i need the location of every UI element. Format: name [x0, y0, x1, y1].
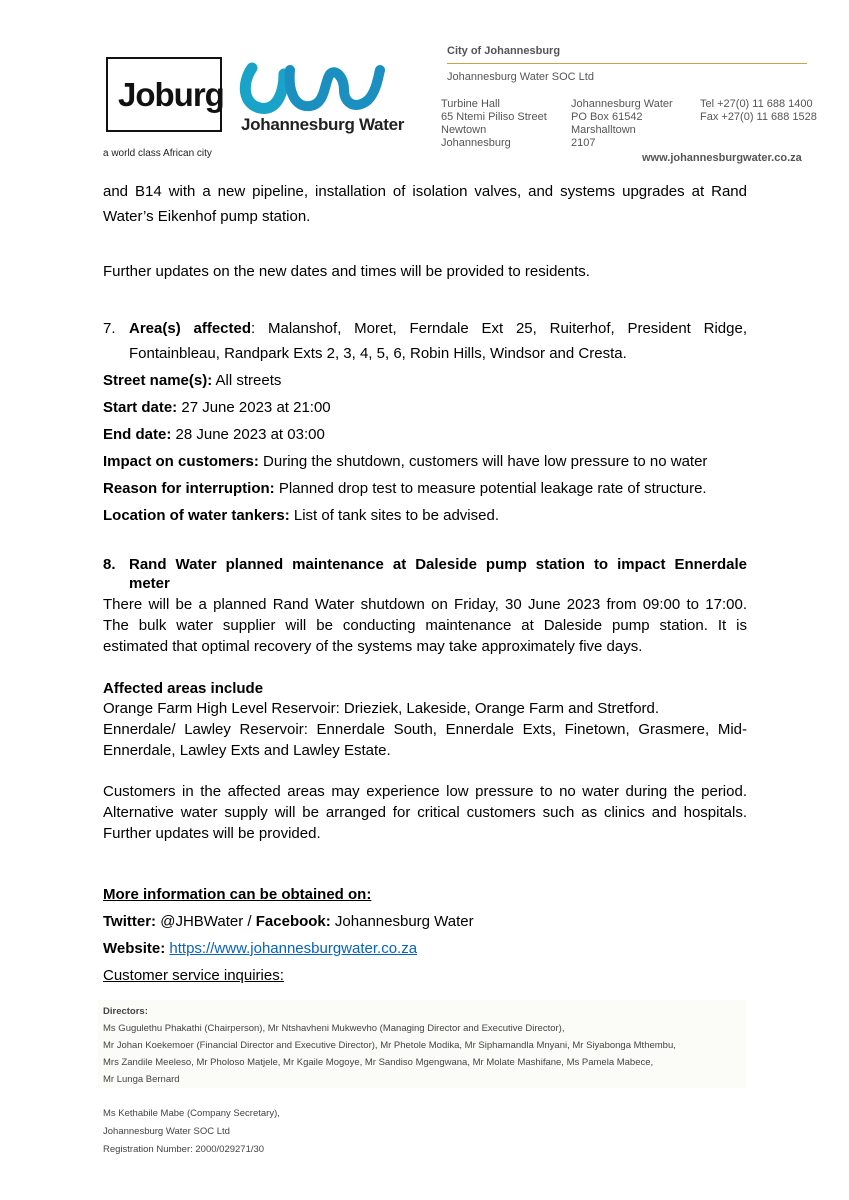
header-address-postal	[571, 98, 673, 150]
street-row	[103, 369, 747, 392]
website-link[interactable]: https://www.johannesburgwater.co.za	[169, 940, 418, 957]
johannesburg-water-logo-icon	[238, 60, 388, 116]
item-8-title-line-2: meter	[129, 575, 170, 592]
impact-row	[103, 450, 747, 473]
customers-line-2: Alternative water supply will be arranged for critical customers such as clinics and hospitals.	[103, 804, 747, 821]
intro-line-1: and B14 with a new pipeline, installation of isolation valves, and systems upgrades at Rand	[103, 183, 747, 200]
joburg-tagline: a world class African city	[103, 148, 212, 159]
social-row	[103, 910, 747, 933]
directors-line-2: Mr Johan Koekemoer (Financial Director and Executive Director), Mr Phetole Modika, Mr Siphamandla Mnyani, Mr Siyabonga Mthembu,	[103, 1040, 676, 1051]
header-city: City of Johannesburg	[447, 45, 561, 57]
reason-label: Reason for interruption:	[103, 480, 275, 497]
impact-label: Impact on customers:	[103, 453, 259, 470]
website-label: Website:	[103, 940, 166, 957]
registration-number: Registration Number: 2000/029271/30	[103, 1144, 265, 1155]
johannesburg-water-logo-text: Johannesburg Water	[241, 115, 405, 134]
address-line: Newtown	[441, 124, 487, 136]
address-line: 65 Ntemi Piliso Street	[441, 111, 547, 123]
header-company: Johannesburg Water SOC Ltd	[447, 71, 594, 83]
reason-row	[103, 477, 747, 500]
address-line: Johannesburg	[441, 137, 511, 149]
impact-value: During the shutdown, customers will have low pressure to no water	[258, 453, 708, 470]
twitter-handle[interactable]: @JHBWater /	[156, 913, 256, 930]
tankers-label: Location of water tankers:	[103, 507, 290, 524]
directors-line-4: Mr Lunga Bernard	[103, 1074, 180, 1085]
header-divider	[447, 63, 807, 64]
address-line: 2107	[571, 137, 596, 149]
item-8-para-line-1: There will be a planned Rand Water shutdown on Friday, 30 June 2023 from 09:00 to 17:00.	[103, 596, 747, 613]
tankers-row	[103, 504, 747, 527]
header-website: www.johannesburgwater.co.za	[642, 152, 802, 164]
end-label: End date:	[103, 426, 172, 443]
header-address-physical	[441, 98, 547, 150]
start-label: Start date:	[103, 399, 178, 416]
customers-line-3: Further updates will be provided.	[103, 825, 321, 842]
reason-value: Planned drop test to measure potential leakage rate of structure.	[274, 480, 707, 497]
footer-company: Johannesburg Water SOC Ltd	[103, 1126, 230, 1137]
tankers-value: List of tank sites to be advised.	[289, 507, 499, 524]
customers-line-1: Customers in the affected areas may experience low pressure to no water during the period.	[103, 783, 747, 800]
website-row	[103, 937, 747, 960]
start-row	[103, 396, 747, 419]
start-value: 27 June 2023 at 21:00	[177, 399, 331, 416]
street-label: Street name(s):	[103, 372, 213, 389]
twitter-label: Twitter:	[103, 913, 157, 930]
directors-line-1: Ms Gugulethu Phakathi (Chairperson), Mr Ntshavheni Mukwevho (Managing Director and Executive Director),	[103, 1023, 565, 1034]
address-line: PO Box 61542	[571, 111, 643, 123]
further-updates: Further updates on the new dates and times will be provided to residents.	[103, 263, 590, 280]
more-info-heading: More information can be obtained on:	[103, 886, 372, 903]
end-row	[103, 423, 747, 446]
street-value: All streets	[212, 372, 282, 389]
affected-line-2: Ennerdale/ Lawley Reservoir: Ennerdale South, Ennerdale Exts, Finetown, Grasmere, Mid-	[103, 721, 747, 738]
customer-service-heading: Customer service inquiries:	[103, 967, 284, 984]
item-7-area-line-1	[129, 317, 747, 340]
item-7-number: 7.	[103, 320, 116, 337]
affected-heading: Affected areas include	[103, 680, 264, 697]
item-7-area-line-2: Fontainbleau, Randpark Exts 2, 3, 4, 5, 6, Robin Hills, Windsor and Cresta.	[129, 345, 627, 362]
item-8-para-line-2: The bulk water supplier will be conducting maintenance at Daleside pump station. It is	[103, 617, 747, 634]
facebook-value[interactable]: Johannesburg Water	[330, 913, 474, 930]
affected-line-1: Orange Farm High Level Reservoir: Drieziek, Lakeside, Orange Farm and Stretford.	[103, 700, 660, 717]
header-contact	[700, 98, 817, 124]
area-label: Area(s) affected	[129, 320, 252, 337]
end-value: 28 June 2023 at 03:00	[171, 426, 325, 443]
intro-line-2: Water’s Eikenhof pump station.	[103, 208, 311, 225]
header-fax: Fax +27(0) 11 688 1528	[700, 111, 817, 123]
company-secretary: Ms Kethabile Mabe (Company Secretary),	[103, 1108, 280, 1119]
facebook-label: Facebook:	[255, 913, 331, 930]
directors-label: Directors:	[103, 1006, 148, 1017]
item-8-para-line-3: estimated that optimal recovery of the systems may take approximately five days.	[103, 638, 643, 655]
header-tel: Tel +27(0) 11 688 1400	[700, 98, 813, 110]
address-line: Johannesburg Water	[571, 98, 673, 110]
area-value: : Malanshof, Moret, Ferndale Ext 25, Ruiterhof, President Ridge,	[251, 320, 747, 337]
item-8-number: 8.	[103, 556, 116, 573]
joburg-logo-text: Joburg	[118, 76, 224, 113]
affected-line-3: Ennerdale, Lawley Exts and Lawley Estate.	[103, 742, 391, 759]
item-8-title-line-1: Rand Water planned maintenance at Daleside pump station to impact Ennerdale	[129, 556, 747, 573]
directors-line-3: Mrs Zandile Meeleso, Mr Pholoso Matjele, Mr Kgaile Mogoye, Mr Sandiso Mgengwana, Mr Molate Mashifane, Ms Pamela Mabece,	[103, 1057, 654, 1068]
address-line: Turbine Hall	[441, 98, 500, 110]
address-line: Marshalltown	[571, 124, 636, 136]
